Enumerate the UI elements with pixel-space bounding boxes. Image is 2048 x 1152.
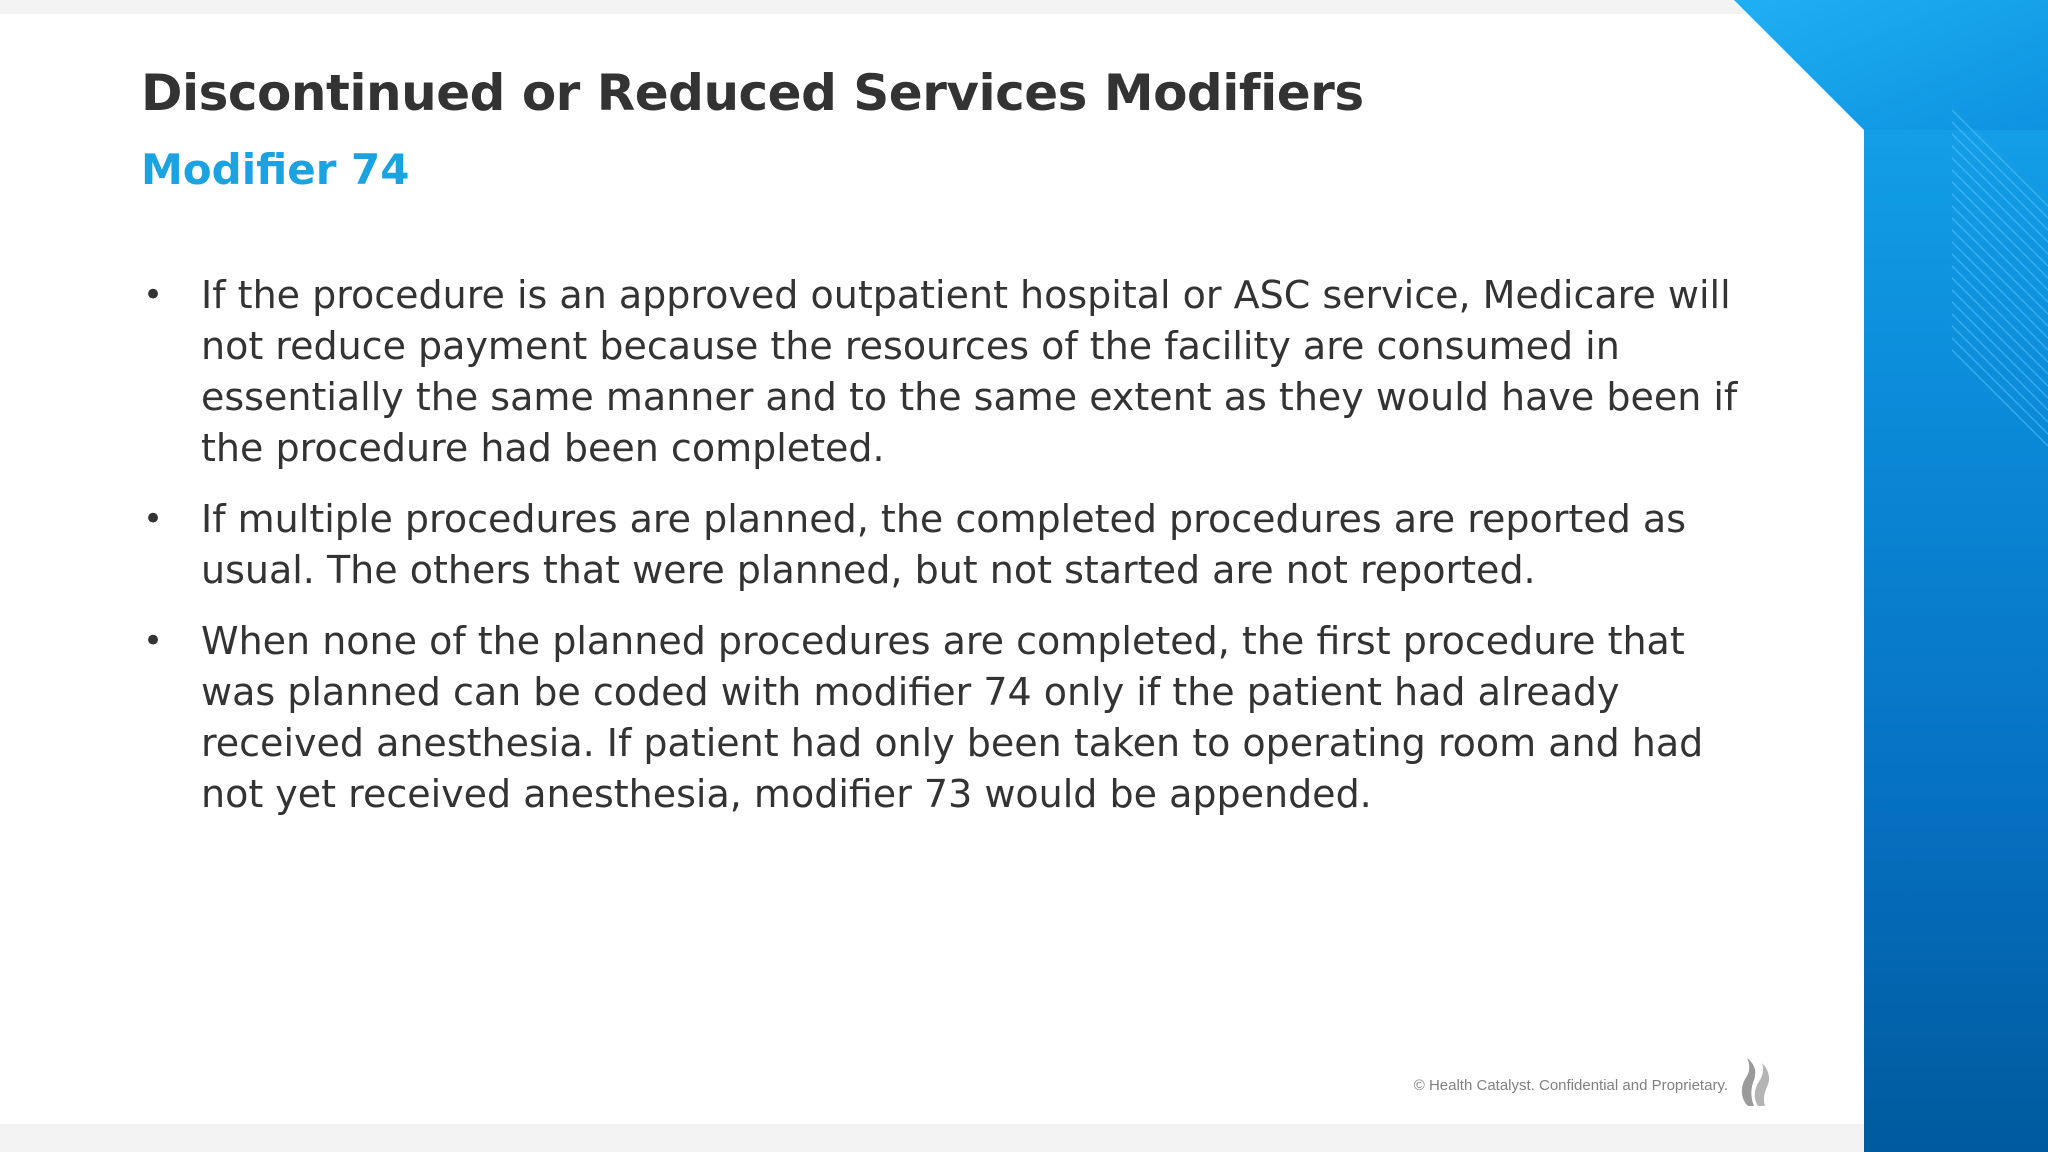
bullet-text: When none of the planned procedures are completed, the first procedure that was planned can be coded with modifier 74 only if the patient had already received anesthesia. If patient had only been taken to operating room and had not yet received anesthesia, modifier 73 would be appended. xyxy=(201,619,1704,816)
bullet-item xyxy=(141,270,1741,474)
bullet-item xyxy=(141,616,1741,820)
bullet-icon: • xyxy=(143,621,164,661)
bullet-icon: • xyxy=(143,275,164,315)
corner-triangle xyxy=(1734,0,2048,130)
slide-subtitle: Modifier 74 xyxy=(141,145,410,194)
flame-logo-icon xyxy=(1738,1056,1774,1108)
slide-title: Discontinued or Reduced Services Modifiers xyxy=(141,64,1364,122)
bullet-text: If multiple procedures are planned, the completed procedures are reported as usual. The others that were planned, but not started are not reported. xyxy=(201,497,1686,592)
bullet-icon: • xyxy=(143,499,164,539)
bullet-item xyxy=(141,494,1741,596)
bullet-text: If the procedure is an approved outpatient hospital or ASC service, Medicare will not reduce payment because the resources of the facility are consumed in essentially the same manner and to the same extent as they would have been if the procedure had been completed. xyxy=(201,273,1738,470)
bullet-list xyxy=(141,270,1741,840)
footer-copyright: © Health Catalyst. Confidential and Proprietary. xyxy=(1413,1077,1728,1094)
hatch-pattern xyxy=(1952,110,2048,446)
